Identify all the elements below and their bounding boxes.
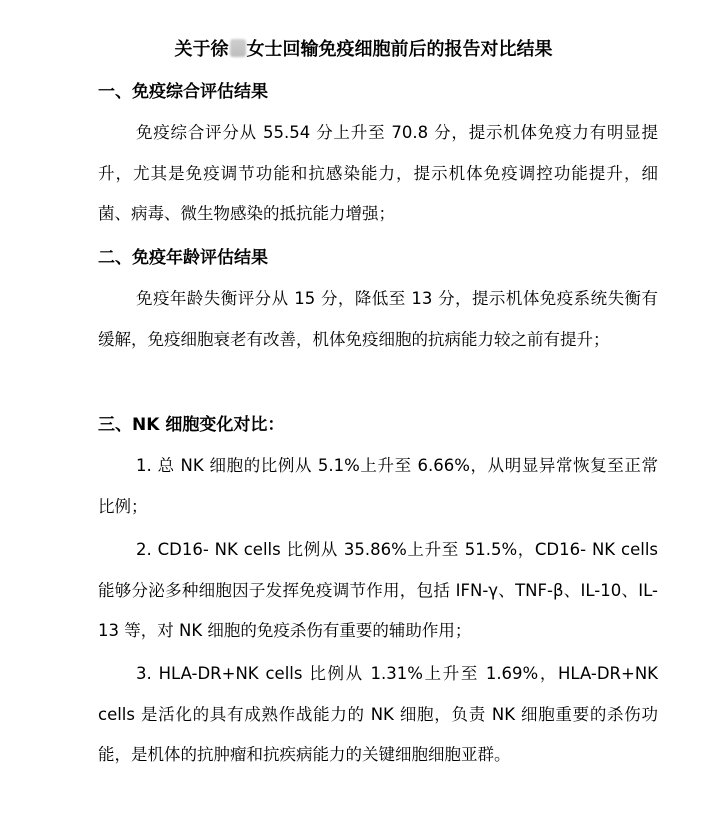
redacted-name-mark bbox=[230, 39, 246, 57]
section-2-paragraph-1: 免疫年龄失衡评分从 15 分，降低至 13 分，提示机体免疫系统失衡有缓解，免疫细胞衰老有改善，机体免疫细胞的抗病能力较之前有提升； bbox=[98, 289, 658, 349]
section-3-paragraph-3: 3. HLA-DR+NK cells 比例从 1.31%上升至 1.69%，HLA-DR+NK cells 是活化的具有成熟作战能力的 NK 细胞，负责 NK 细胞重要的杀伤功能，是机体的抗肿瘤和抗疾病能力的关键细胞细胞亚群。 bbox=[98, 664, 658, 764]
section-heading-2: 二、免疫年龄评估结果 bbox=[98, 248, 268, 268]
section-1-paragraph-1: 免疫综合评分从 55.54 分上升至 70.8 分，提示机体免疫力有明显提升，尤其是免疫调节功能和抗感染能力，提示机体免疫调控功能提升，细菌、病毒、微生物感染的抵抗能力增强； bbox=[98, 123, 658, 223]
title-text-before: 关于徐 bbox=[174, 39, 229, 60]
title-text-after: 女士回输免疫细胞前后的报告对比结果 bbox=[246, 39, 553, 60]
section-3-paragraph-1: 1. 总 NK 细胞的比例从 5.1%上升至 6.66%，从明显异常恢复至正常比例； bbox=[98, 456, 658, 516]
section-heading-3: 三、NK 细胞变化对比： bbox=[98, 415, 285, 435]
document-title bbox=[0, 38, 727, 62]
section-heading-1: 一、免疫综合评估结果 bbox=[98, 82, 268, 102]
section-3-paragraph-2: 2. CD16- NK cells 比例从 35.86%上升至 51.5%，CD16- NK cells 能够分泌多种细胞因子发挥免疫调节作用，包括 IFN-γ、TNF-β、IL-10、IL-13 等，对 NK 细胞的免疫杀伤有重要的辅助作用； bbox=[98, 540, 658, 640]
